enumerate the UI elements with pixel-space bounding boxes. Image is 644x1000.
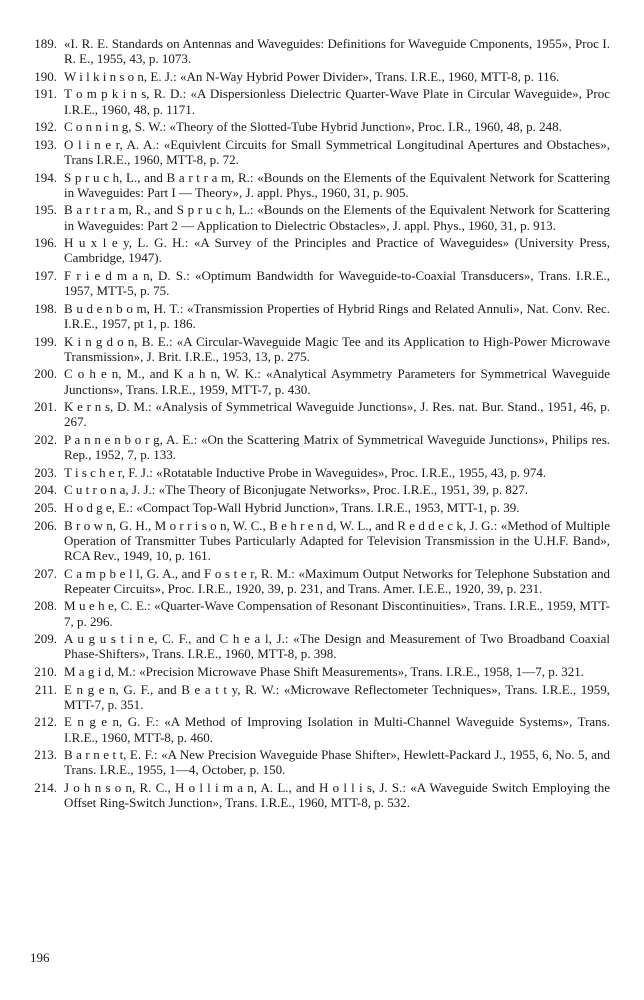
reference-item <box>20 137 610 167</box>
reference-text: W i l k i n s o n, E. J.: «An N-Way Hybrid Power Divider», Trans. I.R.E., 1960, MTT-8, p. 116. <box>64 68 560 84</box>
reference-text: B a r n e t t, E. F.: «A New Precision Waveguide Phase Shifter», Hewlett-Packard J., 1955, 6, No. 5, and Trans. I.R.E., 1955, 1—4, October, p. 150. <box>64 747 610 778</box>
reference-item <box>20 399 610 429</box>
reference-number: 197. <box>34 267 57 283</box>
reference-number: 213. <box>34 747 57 763</box>
reference-number: 202. <box>34 431 57 447</box>
reference-number: 196. <box>34 235 57 251</box>
reference-number: 195. <box>34 202 57 218</box>
reference-item <box>20 119 610 134</box>
reference-number: 207. <box>34 565 57 581</box>
reference-text: C o n n i n g, S. W.: «Theory of the Slotted-Tube Hybrid Junction», Proc. I.R., 1960, 48, p. 248. <box>64 119 562 135</box>
reference-number: 204. <box>34 482 57 498</box>
reference-number: 189. <box>34 36 57 51</box>
reference-item <box>20 598 610 628</box>
reference-text: O l i n e r, A. A.: «Equivlent Circuits for Small Symmetrical Longitudinal Apertures and Obstaches», Trans I.R.E., 1960, MTT-8, p. 72. <box>64 136 610 167</box>
reference-number: 208. <box>34 598 57 614</box>
reference-item <box>20 170 610 200</box>
reference-text: F r i e d m a n, D. S.: «Optimum Bandwidth for Waveguide-to-Coaxial Transducers», Trans. I.R.E., 1957, MTT-5, p. 75. <box>64 267 610 299</box>
reference-text: B r o w n, G. H., M o r r i s o n, W. C., B e h r e n d, W. L., and R e d d e c k, J. G.: «Method of Multiple Operation of Transmitter Tubes Particularly Adapted for Television Transmission in the U.H.F. Band», RCA Rev., 1949, 10, p. 161. <box>64 517 610 563</box>
reference-text: H u x l e y, L. G. H.: «A Survey of the Principles and Practice of Waveguides» (University Press, Cambridge, 1947). <box>64 235 610 266</box>
reference-item <box>20 482 610 497</box>
reference-text: M a g i d, M.: «Precision Microwave Phase Shift Measurements», Trans. I.R.E., 1958, 1—7, p. 321. <box>64 663 584 679</box>
reference-number: 198. <box>34 300 57 316</box>
reference-text: C o h e n, M., and K a h n, W. K.: «Analytical Asymmetry Parameters for Symmetrical Waveguide Junctions», Trans. I.R.E., 1959, MTT-7, p. 430. <box>64 366 610 397</box>
reference-item <box>20 202 610 232</box>
reference-number: 205. <box>34 499 57 515</box>
reference-text: C a m p b e l l, G. A., and F o s t e r, R. M.: «Maximum Output Networks for Telephone Substation and Repeater Circuits», Proc. I.R.E., 1920, 39, p. 231, and Trans. Amer. I.E.E., 1920, 39, p. 231. <box>64 565 610 596</box>
reference-text: S p r u c h, L., and B a r t r a m, R.: «Bounds on the Elements of the Equivalent Network for Scattering in Waveguides: Part I — Theory», J. appl. Phys., 1960, 31, p. 905. <box>64 169 610 200</box>
reference-number: 210. <box>34 663 57 679</box>
reference-text: K i n g d o n, B. E.: «A Circular-Waveguide Magic Tee and its Application to High-Power Microwave Transmission», J. Brit. I.R.E., 1953, 13, p. 275. <box>64 333 610 364</box>
reference-item <box>20 631 610 661</box>
reference-number: 193. <box>34 136 57 152</box>
reference-item <box>20 69 610 84</box>
reference-number: 194. <box>34 169 57 185</box>
reference-number: 192. <box>34 119 57 135</box>
reference-number: 211. <box>34 681 57 697</box>
reference-text: E n g e n, G. F.: «A Method of Improving Isolation in Multi-Channel Waveguide Systems», Trans. I.R.E., 1960, MTT-8, p. 460. <box>64 714 610 745</box>
reference-item <box>20 36 610 66</box>
reference-text: H o d g e, E.: «Compact Top-Wall Hybrid Junction», Trans. I.R.E., 1953, MTT-1, p. 39. <box>64 499 520 515</box>
reference-number: 212. <box>34 714 57 730</box>
reference-item <box>20 664 610 679</box>
reference-text: M u e h e, C. E.: «Quarter-Wave Compensation of Resonant Discontinuities», Trans. I.R.E., 1959, MTT-7, p. 296. <box>64 598 610 629</box>
reference-item <box>20 518 610 564</box>
reference-text: C u t r o n a, J. J.: «The Theory of Biconjugate Networks», Proc. I.R.E., 1951, 39, p. 827. <box>64 482 529 498</box>
reference-text: B a r t r a m, R., and S p r u c h, L.: «Bounds on the Elements of the Equivalent Network for Scattering in Waveguides: Part 2 — Application to Dielectric Obstacles», J. appl. Phys., 1960, 31, p. 913. <box>64 202 610 233</box>
reference-number: 200. <box>34 366 57 382</box>
reference-text: P a n n e n b o r g, A. E.: «On the Scattering Matrix of Symmetrical Waveguide Junctions», Philips res. Rep., 1952, 7, p. 133. <box>64 431 610 463</box>
reference-item <box>20 500 610 515</box>
reference-text: K e r n s, D. M.: «Analysis of Symmetrical Waveguide Junctions», J. Res. nat. Bur. Stand., 1951, 46, p. 267. <box>64 399 610 430</box>
reference-text: T o m p k i n s, R. D.: «A Dispersionless Dielectric Quarter-Wave Plate in Circular Waveguide», Proc I.R.E., 1960, 48, p. 1171. <box>64 86 610 117</box>
reference-number: 214. <box>34 779 57 795</box>
reference-text: T i s c h e r, F. J.: «Rotatable Inductive Probe in Waveguides», Proc. I.R.E., 1955, 43, p. 974. <box>64 464 547 480</box>
reference-list <box>20 36 610 813</box>
reference-number: 201. <box>34 399 57 415</box>
reference-item <box>20 747 610 777</box>
reference-item <box>20 780 610 810</box>
reference-text: A u g u s t i n e, C. F., and C h e a l, J.: «The Design and Measurement of Two Broadband Coaxial Phase-Shifters», Trans. I.R.E., 1960, MTT-8, p. 398. <box>64 631 610 662</box>
reference-text: «I. R. E. Standards on Antennas and Waveguides: Definitions for Waveguide Cmponents, 1955», Proc I. R. E., 1955, 43, p. 1073. <box>64 36 610 67</box>
reference-item <box>20 334 610 364</box>
reference-item <box>20 301 610 331</box>
reference-number: 206. <box>34 517 57 533</box>
reference-number: 209. <box>34 631 57 647</box>
reference-text: E n g e n, G. F., and B e a t t y, R. W.: «Microwave Reflectometer Techniques», Trans. I.R.E., 1959, MTT-7, p. 351. <box>64 681 610 712</box>
reference-item <box>20 682 610 712</box>
reference-item <box>20 366 610 396</box>
reference-item <box>20 465 610 480</box>
reference-text: B u d e n b o m, H. T.: «Transmission Properties of Hybrid Rings and Related Annuli», Nat. Conv. Rec. I.R.E., 1957, pt 1, p. 186. <box>64 300 610 331</box>
reference-item <box>20 714 610 744</box>
reference-text: J o h n s o n, R. C., H o l l i m a n, A. L., and H o l l i s, J. S.: «A Waveguide Switch Employing the Offset Ring-Switch Junction», Trans. I.R.E., 1960, MTT-8, p. 532. <box>64 779 610 811</box>
reference-item <box>20 235 610 265</box>
page-number: 196 <box>30 950 50 965</box>
reference-item <box>20 86 610 116</box>
reference-number: 190. <box>34 68 57 84</box>
reference-item <box>20 566 610 596</box>
reference-item <box>20 268 610 298</box>
reference-number: 203. <box>34 464 57 480</box>
reference-item <box>20 432 610 462</box>
reference-number: 191. <box>34 86 57 102</box>
reference-number: 199. <box>34 333 57 349</box>
